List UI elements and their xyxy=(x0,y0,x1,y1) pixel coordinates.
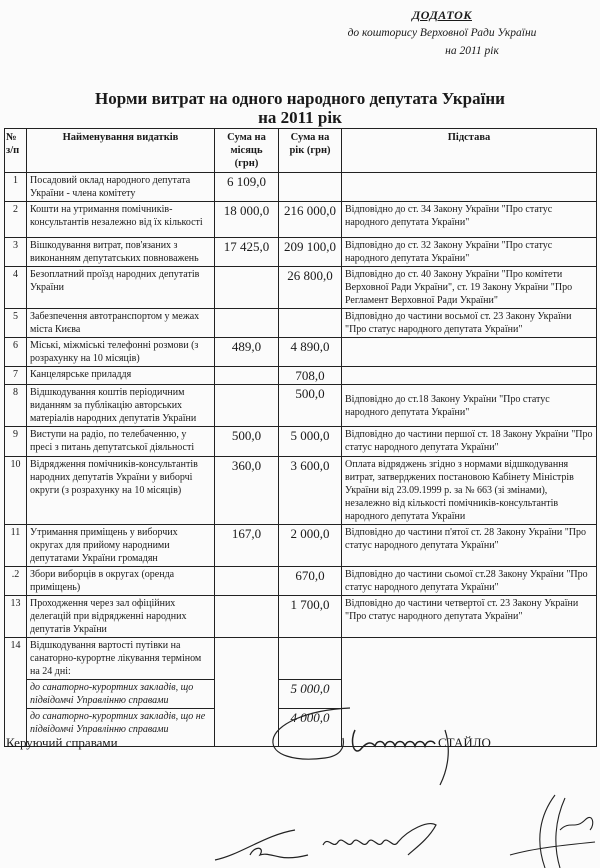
cell-basis: Відповідно до частини четвертої ст. 23 Закону України "Про статус народного депутата України" xyxy=(342,596,597,638)
cell-month xyxy=(215,638,279,747)
cell-name: до санаторно-курортних закладів, що підвідомчі Управлінню справами xyxy=(27,680,215,709)
cell-name: до санаторно-курортних закладів, що не підвідомчі Управлінню справами xyxy=(27,709,215,747)
cell-num: 14 xyxy=(5,638,27,747)
cell-month: 489,0 xyxy=(215,338,279,367)
cell-name: Збори виборців в округах (оренда приміщень) xyxy=(27,567,215,596)
cell-year: 500,0 xyxy=(279,385,342,427)
cell-num: 13 xyxy=(5,596,27,638)
cell-year xyxy=(279,173,342,202)
cell-num: 10 xyxy=(5,457,27,525)
cell-year xyxy=(279,638,342,680)
table-header-row xyxy=(5,129,597,173)
cell-basis xyxy=(342,638,597,747)
appendix-block xyxy=(322,6,562,60)
expense-norms-table xyxy=(4,128,597,747)
cell-basis: Відповідно до ст. 34 Закону України "Про статус народного депутата України" xyxy=(342,202,597,238)
cell-month xyxy=(215,596,279,638)
appendix-line1: до кошторису Верховної Ради України xyxy=(347,27,537,39)
cell-year: 708,0 xyxy=(279,367,342,385)
cell-year: 5 000,0 xyxy=(279,680,342,709)
cell-basis: Відповідно до частини п'ятої ст. 28 Закону України "Про статус народного депутата України" xyxy=(342,525,597,567)
cell-year: 4 000,0 xyxy=(279,709,342,747)
cell-year: 216 000,0 xyxy=(279,202,342,238)
cell-name: Утримання приміщень у виборчих округах для прийому народними депутатами України громадян xyxy=(27,525,215,567)
header-year: Сума на рік (грн) xyxy=(279,129,342,173)
cell-basis: Відповідно до ст.18 Закону України "Про статус народного депутата України" xyxy=(342,385,597,427)
cell-month: 18 000,0 xyxy=(215,202,279,238)
cell-month: 167,0 xyxy=(215,525,279,567)
table-row xyxy=(5,525,597,567)
cell-year: 670,0 xyxy=(279,567,342,596)
cell-basis: Відповідно до ст. 32 Закону України "Про статус народного депутата України" xyxy=(342,238,597,267)
cell-name: Проходження через зал офіційних делегацій при відрядженні народних депутатів України xyxy=(27,596,215,638)
cell-month xyxy=(215,567,279,596)
cell-name: Відшкодування коштів періодичним виданням за публікацію авторських матеріалів народних депутатів України xyxy=(27,385,215,427)
table-row xyxy=(5,238,597,267)
table-row xyxy=(5,385,597,427)
cell-name: Кошти на утримання помічників-консультантів незалежно від їх кількості xyxy=(27,202,215,238)
cell-num: 2 xyxy=(5,202,27,238)
table-row xyxy=(5,427,597,457)
cell-month: 17 425,0 xyxy=(215,238,279,267)
cell-month: 360,0 xyxy=(215,457,279,525)
header-name: Найменування видатків xyxy=(27,129,215,173)
cell-name: Посадовий оклад народного депутата України - члена комітету xyxy=(27,173,215,202)
table-row xyxy=(5,638,597,680)
cell-num: 11 xyxy=(5,525,27,567)
cell-num: 9 xyxy=(5,427,27,457)
cell-num: 7 xyxy=(5,367,27,385)
cell-year: 5 000,0 xyxy=(279,427,342,457)
cell-num: 3 xyxy=(5,238,27,267)
appendix-line2: на 2011 рік xyxy=(445,45,499,57)
cell-num: .2 xyxy=(5,567,27,596)
cell-name: Відрядження помічників-консультантів народних депутатів України у виборчі округи (з розрахунку на 10 місяців) xyxy=(27,457,215,525)
table-row xyxy=(5,338,597,367)
table-row xyxy=(5,567,597,596)
cell-basis xyxy=(342,338,597,367)
cell-month xyxy=(215,267,279,309)
cell-name: Забезпечення автотранспортом у межах міста Києва xyxy=(27,309,215,338)
document-title xyxy=(0,89,600,127)
cell-year: 1 700,0 xyxy=(279,596,342,638)
signature-4-icon xyxy=(505,790,600,868)
table-row xyxy=(5,457,597,525)
cell-month xyxy=(215,367,279,385)
cell-basis: Відповідно до частини першої ст. 18 Закону України "Про статус народного депутата України" xyxy=(342,427,597,457)
title-line2: на 2011 рік xyxy=(258,108,342,127)
cell-name: Безоплатний проїзд народних депутатів України xyxy=(27,267,215,309)
cell-num: 4 xyxy=(5,267,27,309)
header-month: Сума на місяць (грн) xyxy=(215,129,279,173)
cell-num: 1 xyxy=(5,173,27,202)
cell-name: Відшкодування вартості путівки на санаторно-курортне лікування терміном на 24 дні: xyxy=(27,638,215,680)
cell-name: Канцелярське приладдя xyxy=(27,367,215,385)
cell-month xyxy=(215,309,279,338)
cell-num: 8 xyxy=(5,385,27,427)
table-row xyxy=(5,173,597,202)
header-num: № з/п xyxy=(5,129,27,173)
cell-year: 209 100,0 xyxy=(279,238,342,267)
cell-year: 3 600,0 xyxy=(279,457,342,525)
cell-basis: Відповідно до частини сьомої ст.28 Закону України "Про статус народного депутата України" xyxy=(342,567,597,596)
cell-basis xyxy=(342,173,597,202)
signatory-name: СТАЙЛО xyxy=(438,735,491,750)
title-line1: Норми витрат на одного народного депутата України xyxy=(95,89,505,108)
cell-month: 500,0 xyxy=(215,427,279,457)
cell-name: Виступи на радіо, по телебаченню, у пресі з питань депутатської діяльності xyxy=(27,427,215,457)
table-row xyxy=(5,596,597,638)
cell-num: 5 xyxy=(5,309,27,338)
cell-basis: Оплата відряджень згідно з нормами відшкодування витрат, затверджених постановою Кабінету Міністрів України від 23.09.1999 р. за № 663 (зі змінами), незалежно від кількості помічників-консультантів народного депутата України xyxy=(342,457,597,525)
cell-year: 4 890,0 xyxy=(279,338,342,367)
table-row xyxy=(5,267,597,309)
cell-basis xyxy=(342,367,597,385)
cell-num: 6 xyxy=(5,338,27,367)
signatory-title: Керуючий справами xyxy=(6,735,118,750)
cell-month xyxy=(215,385,279,427)
cell-year: 26 800,0 xyxy=(279,267,342,309)
signature-2-icon xyxy=(210,825,310,865)
cell-month: 6 109,0 xyxy=(215,173,279,202)
table-row xyxy=(5,309,597,338)
signature-3-icon xyxy=(318,820,438,860)
cell-name: Міські, міжміські телефонні розмови (з розрахунку на 10 місяців) xyxy=(27,338,215,367)
cell-name: Вішкодування витрат, пов'язаних з виконанням депутатських повноважень xyxy=(27,238,215,267)
table-row xyxy=(5,367,597,385)
cell-year: 2 000,0 xyxy=(279,525,342,567)
table-row xyxy=(5,202,597,238)
appendix-heading: ДОДАТОК xyxy=(412,8,472,22)
cell-basis: Відповідно до ст. 40 Закону України "Про комітети Верховної Ради України", ст. 19 Закону України "Про Регламент Верховної Ради України" xyxy=(342,267,597,309)
cell-year xyxy=(279,309,342,338)
header-basis: Підстава xyxy=(342,129,597,173)
cell-basis: Відповідно до частини восьмої ст. 23 Закону України "Про статус народного депутата України" xyxy=(342,309,597,338)
